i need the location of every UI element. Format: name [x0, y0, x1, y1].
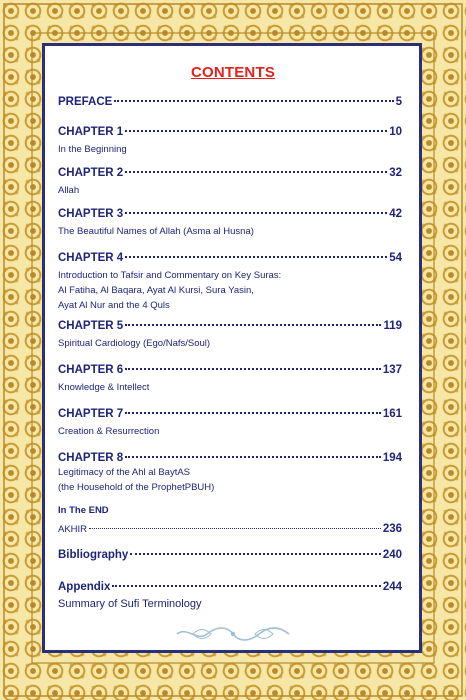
- entry-label: CHAPTER 3: [58, 208, 124, 220]
- sub-entry-label: AKHIR: [58, 524, 88, 535]
- chapter-description: Knowledge & Intellect: [58, 382, 150, 393]
- dot-leader: [130, 552, 381, 555]
- dot-leader: [125, 367, 381, 370]
- page-number: 161: [382, 408, 402, 420]
- toc-entry-chapter-2[interactable]: [58, 166, 402, 198]
- entry-label: CHAPTER 8: [58, 452, 124, 464]
- toc-entry-chapter-8[interactable]: [58, 451, 402, 495]
- chapter-description: Creation & Resurrection: [58, 426, 160, 437]
- dot-leader: [89, 527, 381, 529]
- dot-leader: [125, 211, 387, 214]
- dot-leader: [125, 170, 387, 173]
- page-number: 244: [382, 581, 402, 593]
- chapter-description: In the Beginning: [58, 144, 127, 155]
- description-line: (the Household of the ProphetPBUH): [58, 482, 215, 493]
- toc-entry-chapter-7[interactable]: [58, 407, 402, 439]
- dot-leader: [125, 455, 381, 458]
- page-number: 32: [389, 167, 402, 179]
- toc-entry-preface[interactable]: [58, 95, 402, 109]
- entry-label: PREFACE: [58, 96, 113, 108]
- chapter-description: [58, 268, 402, 313]
- chapter-description: [58, 465, 402, 495]
- dot-leader: [125, 323, 381, 326]
- appendix-description: Summary of Sufi Terminology: [58, 598, 202, 610]
- entry-label: CHAPTER 7: [58, 408, 124, 420]
- dot-leader: [114, 99, 393, 102]
- entry-label: CHAPTER 4: [58, 252, 124, 264]
- dot-leader: [125, 255, 387, 258]
- page-number: 10: [389, 126, 402, 138]
- flourish-ornament: [173, 624, 293, 644]
- chapter-description: The Beautiful Names of Allah (Asma al Husna): [58, 226, 254, 237]
- entry-label: CHAPTER 2: [58, 167, 124, 179]
- entry-label: Bibliography: [58, 549, 129, 561]
- page-number: 240: [382, 549, 402, 561]
- dot-leader: [112, 584, 380, 587]
- page-number: 236: [382, 523, 402, 535]
- toc-entry-bibliography[interactable]: [58, 548, 402, 562]
- chapter-description: Allah: [58, 185, 80, 196]
- entry-label: CHAPTER 1: [58, 126, 124, 138]
- description-line: Legitimacy of the Ahl al BaytAS: [58, 467, 191, 478]
- entry-label: Appendix: [58, 581, 111, 593]
- toc-entry-appendix[interactable]: [58, 580, 402, 612]
- page-number: 119: [383, 320, 402, 332]
- page-number: 194: [382, 452, 402, 464]
- description-line: Introduction to Tafsir and Commentary on Key Suras:: [58, 270, 282, 281]
- description-line: Al Fatiha, Al Baqara, Ayat Al Kursi, Sura Yasin,: [58, 285, 254, 296]
- page-number: 54: [389, 252, 402, 264]
- page-number: 42: [389, 208, 402, 220]
- dot-leader: [125, 129, 387, 132]
- toc-entry-chapter-6[interactable]: [58, 363, 402, 395]
- toc-entry-chapter-1[interactable]: [58, 125, 402, 157]
- entry-label: CHAPTER 6: [58, 364, 124, 376]
- description-line: Ayat Al Nur and the 4 Quls: [58, 300, 170, 311]
- entry-label: CHAPTER 5: [58, 320, 124, 332]
- chapter-description: Spiritual Cardiology (Ego/Nafs/Soul): [58, 338, 211, 349]
- toc-entry-chapter-4[interactable]: [58, 251, 402, 313]
- contents-title: CONTENTS: [190, 64, 276, 81]
- dot-leader: [125, 411, 381, 414]
- entry-label: In The END: [58, 505, 109, 516]
- toc-entry-in-the-end[interactable]: [58, 504, 402, 535]
- page-number: 137: [382, 364, 402, 376]
- toc-entry-chapter-3[interactable]: [58, 207, 402, 239]
- toc-entry-chapter-5[interactable]: [58, 319, 402, 351]
- toc-sub-entry-akhir[interactable]: [58, 523, 402, 535]
- page-number: 5: [395, 96, 402, 108]
